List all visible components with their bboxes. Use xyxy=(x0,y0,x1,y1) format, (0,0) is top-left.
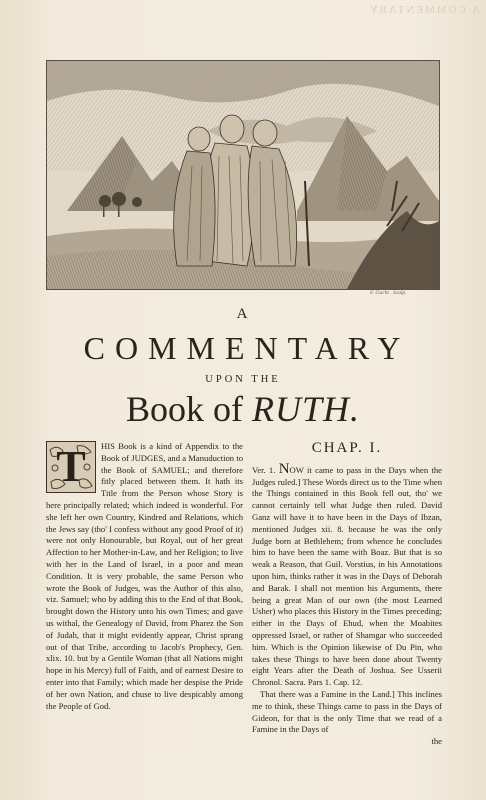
chapter-column xyxy=(252,441,442,748)
verse-initial: N xyxy=(278,460,290,477)
title-commentary: COMMENTARY xyxy=(83,330,411,366)
title-upon-the: UPON THE xyxy=(205,374,281,385)
introduction-text: HIS Book is a kind of Appendix to the Book of JUDGES, and a Manuduction to the Book of SAMUEL; and therefore fitly placed between them. It hath its Title from the Person whose Story is here principally related; which indeed is wonderful. For she left her own Country, Kindred and Relations, which the Jews say (tho' I confess without any good Proof of it) were not only Honourable, but Royal, out of her great Affection to her Mother-in-Law, and her Religion; to live with her in the Land of Israel, in a poor and mean Condition. It is very probable, the same Person who wrote the Book of Judges, was the Author of this also, viz. Samuel; who by adding this to the End of that Book, brought down the History unto his own Times; and gave us withal, the Genealogy of David, from Pharez the Son of Judah, that it might evidently appear, Christ sprang out of that Tribe, according to Jacob's Prophecy, Gen. xlix. 10. but by a Gentile Woman (that all Nations might hope in his Mercy) full of Faith, and of earnest Desire to enter into that Family; which made her despise the Pride of her own Nation, and chuse to live despicably among the People of God. xyxy=(46,441,243,711)
engraved-illustration xyxy=(46,60,440,290)
engraver-signature: F. Gucht . Sculp. xyxy=(370,290,407,296)
verse-label: Ver. 1. xyxy=(252,464,276,475)
famine-paragraph: That there was a Famine in the Land.] This inclines me to think, these Things came to pass in the Days of Gideon, for that is the only Time that we read of a Famine in the Days of xyxy=(252,688,442,735)
verse-text: OW it came to pass in the Days when the Judges ruled.] These Words direct us to the Time when the Things contained in this Book fell out, tho' we cannot certainly tell what Judge then ruled. David Ganz will have it to have been in the Days of Ibzan, mentioned Judges xii. 8. because he was the only Judge born at Bethlehem; from whence he concludes him to have been the same with Boaz. But that is so weak a Reason, that Guil. Vorstius, in his Annotations upon him, thinks rather it was in the Days of Deborah and Barak. I shall not mention his Arguments, there being a great Man of our own (the most Learned Usher) who places this History in the Times preceding; either in the Days of Ehud, when the Moabites oppressed Israel, or rather of Shamgar who succeeded him. Which is the Opinion likewise of Du Pin, who takes these Things to have been done about Twenty eight Years after the Death of Joshua. See Usserii Chronol. Sacra. Pars 1. Cap. 12. xyxy=(252,464,442,688)
engraving-art xyxy=(47,61,439,289)
title-book-of-ruth xyxy=(0,388,486,430)
chapter-heading: CHAP. I. xyxy=(311,440,383,456)
initial-letter: T xyxy=(56,442,86,492)
verse-one-paragraph xyxy=(252,460,442,689)
title-article: A xyxy=(236,306,250,322)
introduction-column xyxy=(46,441,243,712)
catchword: the xyxy=(431,736,442,747)
show-through-header: A COMMENTARY xyxy=(367,4,480,16)
title-book-prefix: Book of xyxy=(125,389,252,429)
title-book-name: RUTH. xyxy=(251,389,360,429)
decorated-initial xyxy=(46,441,96,493)
